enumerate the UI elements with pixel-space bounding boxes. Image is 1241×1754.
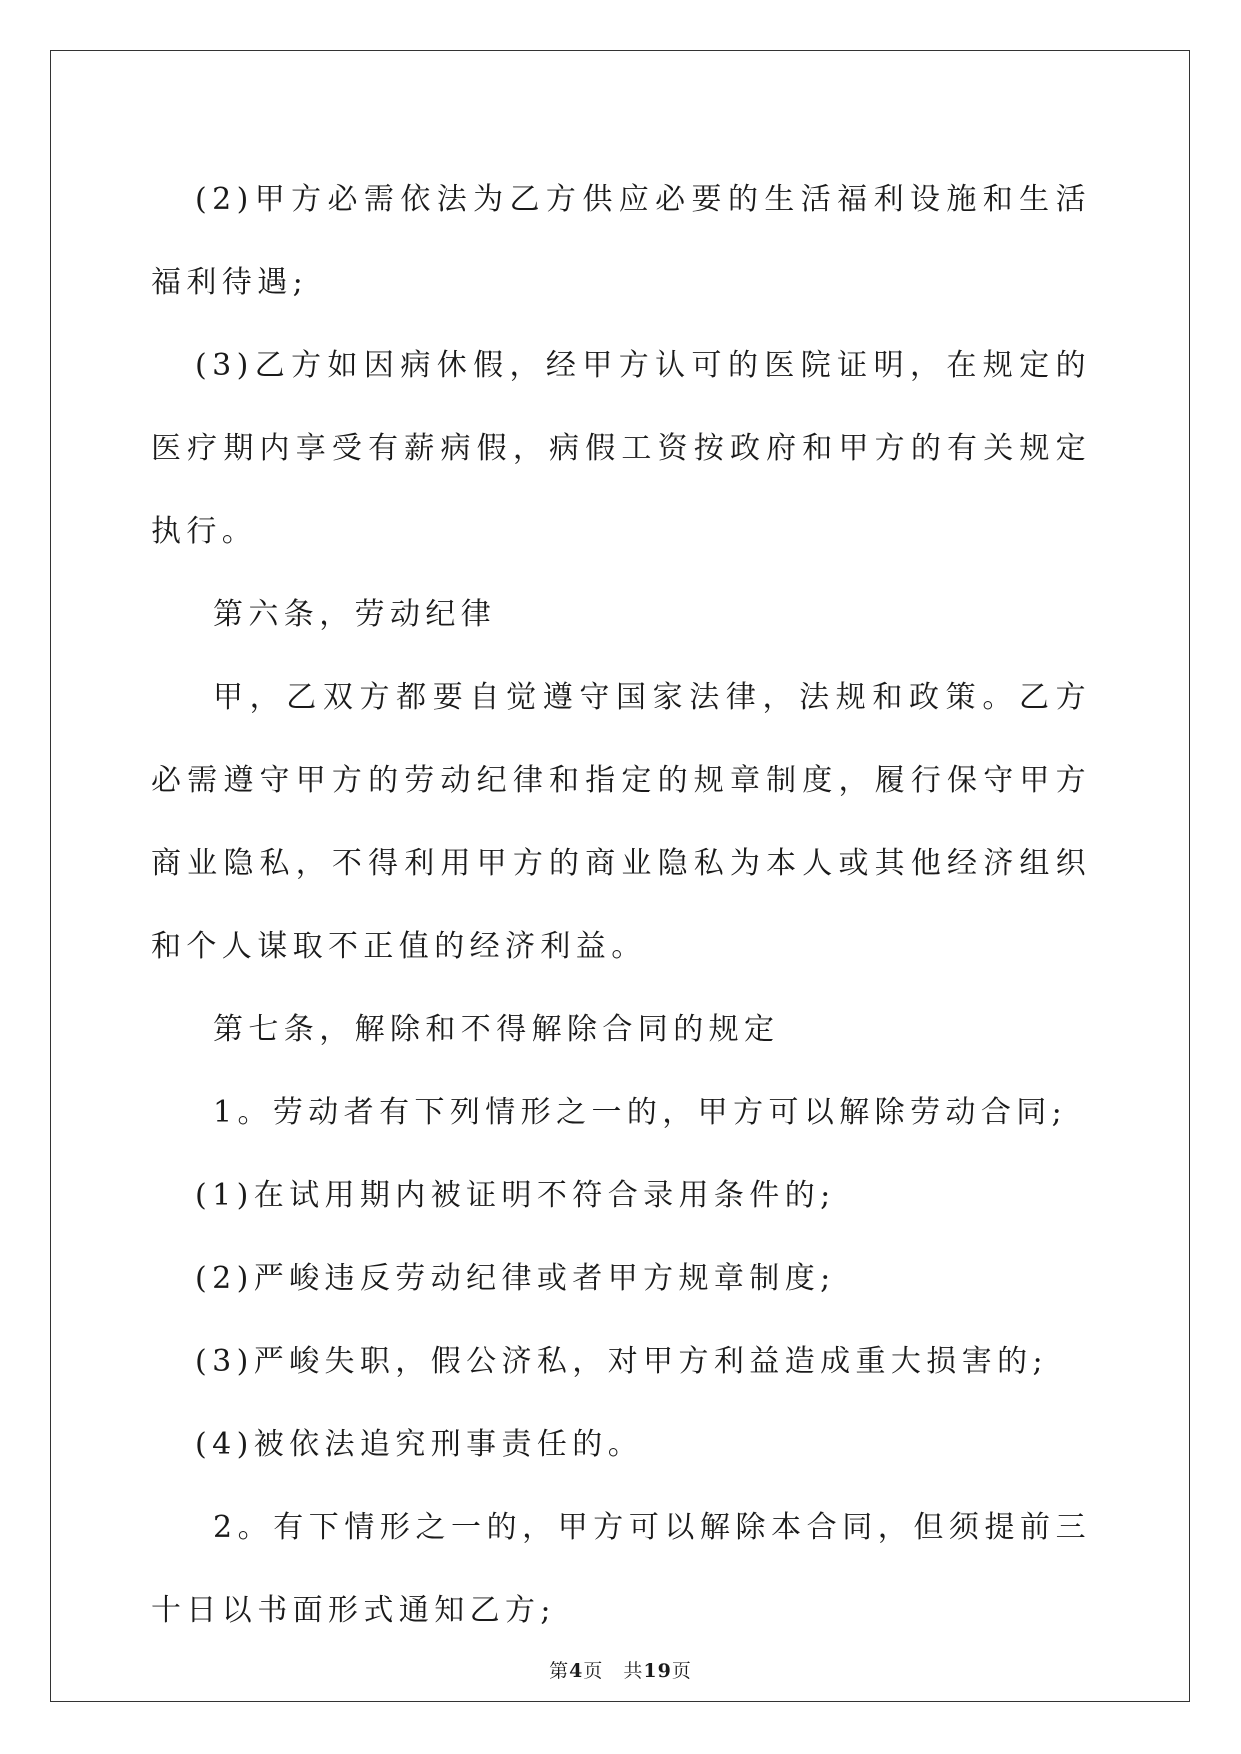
paragraph: 2。有下情形之一的，甲方可以解除本合同，但须提前三十日以书面形式通知乙方; <box>151 1510 1091 1628</box>
section-heading: 第七条，解除和不得解除合同的规定 <box>213 1012 780 1047</box>
paragraph: 1。劳动者有下列情形之一的，甲方可以解除劳动合同; <box>213 1095 1068 1130</box>
total-suffix: 页 <box>671 1660 692 1682</box>
page-prefix: 第 <box>549 1660 570 1682</box>
paragraph: 甲，乙双方都要自觉遵守国家法律，法规和政策。乙方必需遵守甲方的劳动纪律和指定的规章制度，履行保守甲方商业隐私，不得利用甲方的商业隐私为本人或其他经济组织和个人谋取不正值的经济利益。 <box>151 680 1091 964</box>
paragraph: (2)甲方必需依法为乙方供应必要的生活福利设施和生活福利待遇; <box>151 182 1091 300</box>
page-number: 4 <box>569 1660 584 1682</box>
list-item: (1)在试用期内被证明不符合录用条件的; <box>195 1178 836 1213</box>
paragraph: (3)乙方如因病休假，经甲方认可的医院证明，在规定的医疗期内享受有薪病假，病假工资按政府和甲方的有关规定执行。 <box>151 348 1091 549</box>
section-heading: 第六条，劳动纪律 <box>213 597 497 632</box>
total-pages: 19 <box>643 1660 672 1682</box>
list-item: (4)被依法追究刑事责任的。 <box>195 1427 644 1462</box>
list-item: (2)严峻违反劳动纪律或者甲方规章制度; <box>195 1261 836 1296</box>
document-body <box>151 158 1091 1652</box>
page-footer <box>0 1656 1241 1683</box>
page-suffix: 页 <box>583 1660 604 1682</box>
list-item: (3)严峻失职，假公济私，对甲方利益造成重大损害的; <box>195 1344 1049 1379</box>
total-prefix: 共 <box>623 1660 644 1682</box>
